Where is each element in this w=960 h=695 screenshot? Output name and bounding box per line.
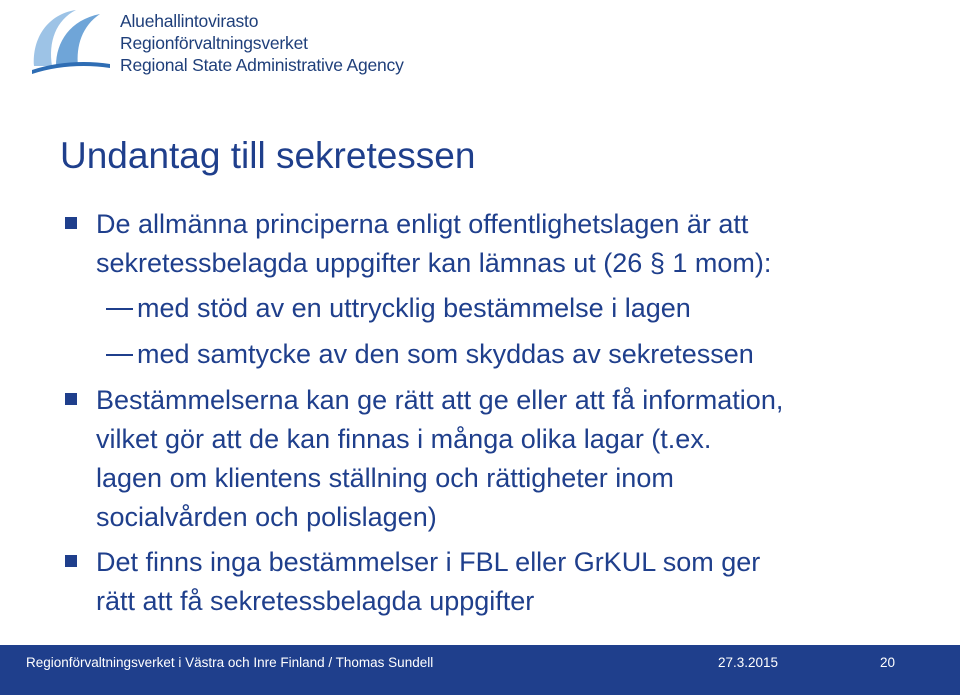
square-bullet-icon [65,555,77,567]
sub-bullet-item [60,289,940,328]
org-name-swedish: Regionförvaltningsverket [120,33,308,53]
square-bullet-icon [65,393,77,405]
bullet-item [60,381,940,537]
org-name-english: Regional State Administrative Agency [120,55,404,75]
square-bullet-icon [65,217,77,229]
sub-bullet-text: med stöd av en uttrycklig bestämmelse i lagen [137,293,691,323]
agency-logo [26,4,426,76]
slide-content [60,205,940,627]
org-name-finnish: Aluehallintovirasto [120,11,259,31]
bullet-item [60,543,940,621]
bullet-item [60,205,940,283]
footer-date: 27.3.2015 [718,655,779,670]
logo-text [120,10,404,76]
slide-title: Undantag till sekretessen [60,135,476,176]
bullet-text-line: sekretessbelagda uppgifter kan lämnas ut (26 § 1 mom): [96,248,772,278]
bullet-text-line: vilket gör att de kan finnas i många olika lagar (t.ex. [96,424,712,454]
bullet-text-line: rätt att få sekretessbelagda uppgifter [96,586,535,616]
bullet-text-line: De allmänna principerna enligt offentlighetslagen är att [96,209,749,239]
page-number: 20 [880,655,896,670]
sub-bullet-item [60,335,940,374]
dash-bullet-icon [106,354,133,356]
slide-footer [0,645,960,695]
logo-swoosh-icon [26,4,114,76]
sub-bullet-text: med samtycke av den som skyddas av sekretessen [137,339,754,369]
bullet-text-line: Det finns inga bestämmelser i FBL eller GrKUL som ger [96,547,761,577]
bullet-text-line: socialvården och polislagen) [96,502,437,532]
bullet-text-line: Bestämmelserna kan ge rätt att ge eller att få information, [96,385,784,415]
footer-organization: Regionförvaltningsverket i Västra och Inre Finland / Thomas Sundell [26,655,434,670]
dash-bullet-icon [106,308,133,310]
bullet-text-line: lagen om klientens ställning och rättigheter inom [96,463,674,493]
